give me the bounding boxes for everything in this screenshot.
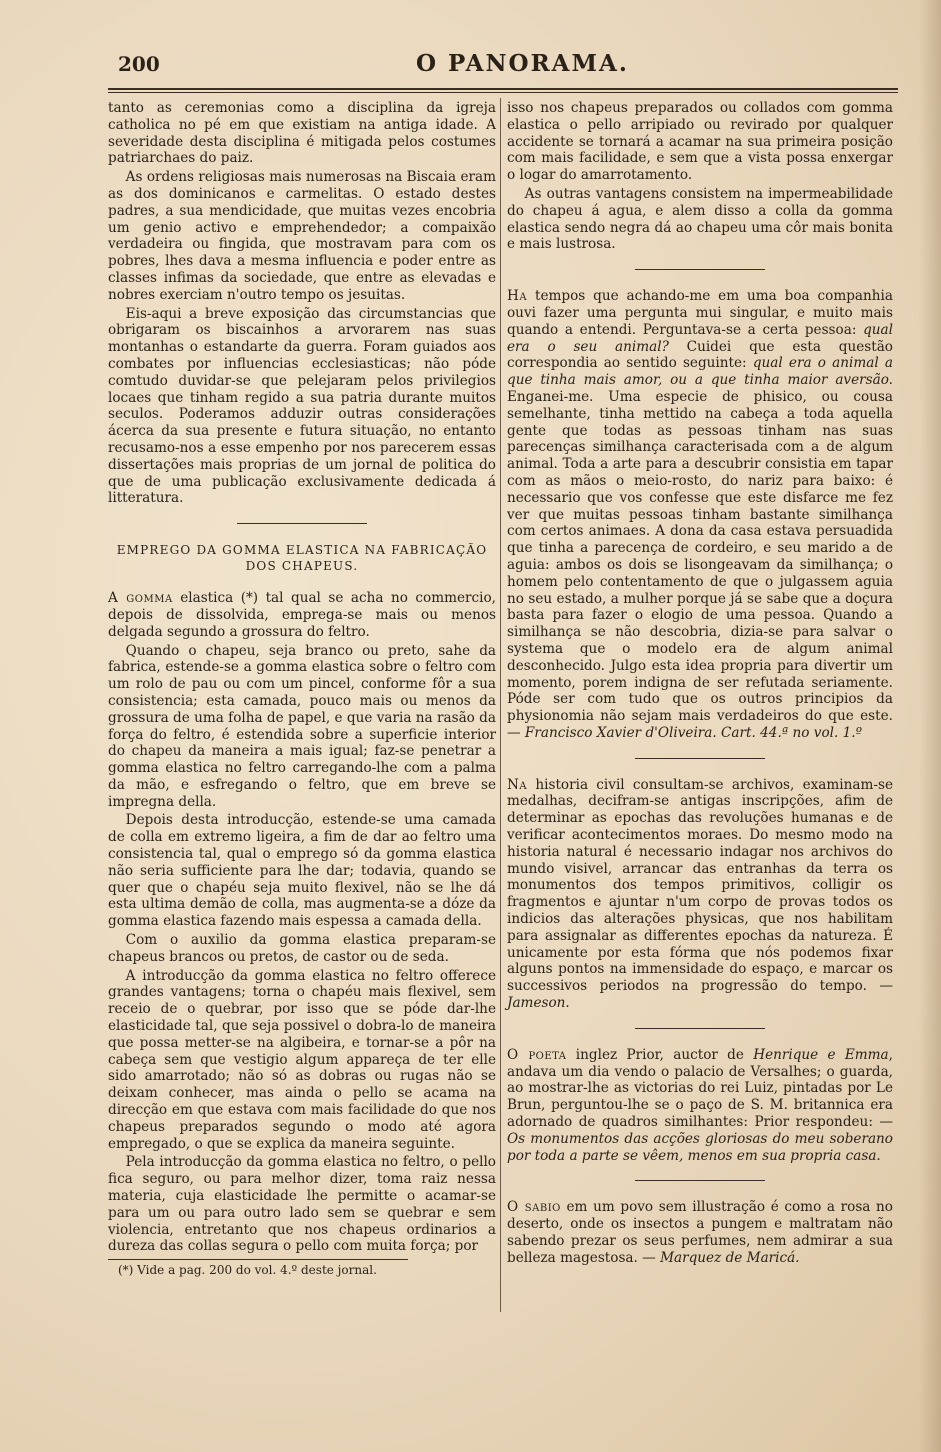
article-heading: EMPREGO DA GOMMA ELASTICA NA FABRICAÇÃO DOS CHAPEUS. <box>116 543 488 574</box>
paragraph-text: elastica (*) tal qual se acha no commercio, depois de dissolvida, emprega-se mais ou menos delgada segundo a grossura do feltro. <box>108 590 496 640</box>
lead-words: Ha <box>507 288 528 305</box>
lead-words: Na <box>507 776 528 793</box>
paragraph: Eis-aqui a breve exposição das circumstancias que obrigaram os biscainhos a arvorarem nas suas montanhas o estandarte da guerra. Foram guiados aos combates por influencias ecclesiasticas; não póde comtudo duvidar-se que pelejaram pelos privilegios locaes que tinham regido a sua patria durante muitos seculos. Poderamos adduzir outras considerações ácerca da sua presente e futura situação, no entanto recusamo-nos a esse empenho por nos parecerem essas dissertações mais proprias de um jornal de politica do que de uma publicação exclusivamente dedicada á litteratura. <box>108 305 496 507</box>
left-column <box>108 100 496 1279</box>
section-separator <box>237 523 367 524</box>
paragraph-text: tempos que achando-me em uma boa companhia ouvi fazer uma pergunta mui singular, e muito mais quando a entendi. Perguntava-se a certa pessoa: <box>507 288 893 338</box>
paragraph: Pela introducção da gomma elastica no feltro, o pello fica seguro, ou para melhor dizer, toma raiz nessa materia, cuja elasticidade lhe permitte o acamar-se para um ou para outro lado sem se quebrar e sem violencia, entretanto que nos chapeus ordinarios a dureza das collas segura o pello com muita força; por <box>108 1154 496 1255</box>
attribution: Francisco Xavier d'Oliveira. Cart. 44.ª no vol. 1.º <box>524 724 863 741</box>
paragraph <box>108 590 496 640</box>
paragraph: tanto as ceremonias como a disciplina da igreja catholica no pé em que existiam na antiga idade. A severidade desta disciplina é mitigada pelos costumes patriarchaes do paiz. <box>108 100 496 167</box>
italic-text: qual era o seu animal? <box>507 321 893 355</box>
section-separator <box>635 1180 765 1181</box>
paragraph-text: , andava um dia vendo o palacio de Versalhes; o guarda, ao mostrar-lhe as victorias do rei Luiz, pintadas por Le Brun, perguntou-lhe se o paço de S. M. britannica era adornado de quadros similhantes: Prior respondeu: — <box>507 1046 893 1131</box>
bleed-through-text <box>925 42 939 82</box>
page-edge-shadow <box>919 0 941 1452</box>
italic-text: qual era o animal a que tinha mais amor, ou a que tinha maior aversão. <box>507 355 893 389</box>
page-number: 200 <box>118 52 160 76</box>
paragraph-text: Enganei-me. Uma especie de phisico, ou cousa semelhante, tinha mettido na cabeça a toda aquella gente que todas as pessoas tinham nas suas parecenças similhança caracterisada com a de algum animal. Toda a arte para a descubrir consistia em tapar com as mãos o meio-rosto, do nariz para baixo: é necessario que vos confesse que este disfarce me fez ver que muitas pessoas tinham bastante similhança com certos animaes. A dona da casa estava persuadida que tinha a parecença de cordeiro, e seu marido a de aguia: ambos os dois se lisongeavam da similhança; o homem pelo contentamento de que o julgassem aguia no seu estado, a mulher porque já se sabe que a doçura basta para fazer o elogio de uma pessoa. Quando a similhança se não descobria, dizia-se para salvar o systema que o modelo era de algum animal desconhecido. Julgo esta idea propria para divertir um momento, porem indigna de ser refutada seriamente. Póde ser com tudo que os outros principios da physionomia não sejam mais verdadeiros do que este. — <box>507 388 893 741</box>
paragraph: Com o auxilio da gomma elastica preparam-se chapeus brancos ou pretos, de castor ou de seda. <box>108 932 496 965</box>
italic-text: Henrique e Emma <box>753 1046 889 1063</box>
section-separator <box>635 758 765 759</box>
paragraph-text: inglez Prior, auctor de <box>566 1046 754 1063</box>
footnote: (*) Vide a pag. 200 do vol. 4.º deste jornal. <box>108 1259 408 1279</box>
page-header <box>108 50 898 90</box>
header-rule <box>108 88 898 90</box>
note-history <box>507 777 893 1012</box>
section-separator <box>635 1028 765 1029</box>
right-column <box>507 100 893 1269</box>
anecdote-prior <box>507 1047 893 1165</box>
paragraph-text: historia civil consultam-se archivos, examinam-se medalhas, decifram-se antigas inscripções, afim de determinar as epochas das revoluções humanas e de verificar acontecimentos moraes. Do mesmo modo na historia natural é necessario indagar nos archivos do mundo visivel, arrancar das entranhas da terra os monumentos dos tempos primitivos, colligir os fragmentos e ajuntar n'um corpo de provas todos os indicios das alterações physicas, que nos habilitam para assignalar as differentes epochas da natureza. É unicamente por esta fórma que nós podemos fixar alguns pontos na immensidade do espaço, e marcar os successivos periodos na progressão do tempo. — <box>507 776 893 995</box>
paragraph-text: Cuidei que esta questão correspondia ao sentido seguinte: <box>507 338 893 372</box>
anecdote-animal <box>507 288 893 742</box>
lead-words: A gomma <box>108 590 173 607</box>
maxim <box>507 1199 893 1266</box>
journal-title: O PANORAMA. <box>416 50 629 77</box>
italic-text: Os monumentos das acções gloriosas do meu soberano por toda a parte se vêem, menos em sua propria casa. <box>507 1130 893 1164</box>
paragraph: Quando o chapeu, seja branco ou preto, sahe da fabrica, estende-se a gomma elastica sobre o feltro com um rolo de pau ou com um pincel, conforme fôr a sua consistencia; esta camada, pouco mais ou menos da grossura de uma folha de papel, e que varia na rasão da força do feltro, é estendida sobre a superficie interior do chapeu da maneira a mais igual; faz-se penetrar a gomma elastica no feltro carregando-lhe com a palma da mão, e esfregando o feltro, que em breve se impregna della. <box>108 642 496 810</box>
paragraph: isso nos chapeus preparados ou collados com gomma elastica o pello arripiado ou revirado por qualquer accidente se tornará a acamar na sua primeira posição com mais facilidade, e sem que a vista possa enxergar o logar do amarrotamento. <box>507 100 893 184</box>
paragraph: A introducção da gomma elastica no feltro offerece grandes vantagens; torna o chapéu mais flexivel, sem receio de o quebrar, por isso que se póde dar-lhe elasticidade tal, que seja possivel o dobra-lo de maneira que possa metter-se na algibeira, e tornar-se a pôr na cabeça sem que vestigio algum appareça de ter elle sido amarrotado; não só as dobras ou rugas não se deixam conhecer, mas ainda o pello se acama na direcção em que estava com mais facilidade do que nos chapeus preparados segundo o modo até agora empregado, o que se explica da maneira seguinte. <box>108 967 496 1152</box>
paragraph-text: em um povo sem illustração é como a rosa no deserto, onde os insectos a pungem e maltratam não sabendo prezar os seus perfumes, nem admirar a sua belleza magestosa. — <box>507 1199 893 1266</box>
attribution: Jameson. <box>507 995 570 1012</box>
paragraph: As ordens religiosas mais numerosas na Biscaia eram as dos dominicanos e carmelitas. O estado destes padres, a sua mendicidade, que muitas vezes encobria um genio activo e emprehendedor; a compaixão verdadeira ou fingida, que mostravam para com os pobres, lhes dava a mesma influencia e poder entre as classes infimas da sociedade, que entre as elevadas e nobres exerciam n'outro tempo os jesuitas. <box>108 169 496 303</box>
lead-words: O sabio <box>507 1199 561 1216</box>
header-rule-thin <box>108 92 898 93</box>
paragraph: As outras vantagens consistem na impermeabilidade do chapeu á agua, e alem disso a colla da gomma elastica sendo negra dá ao chapeu uma côr mais bonita e mais lustrosa. <box>507 185 893 253</box>
section-separator <box>635 269 765 270</box>
lead-words: O poeta <box>507 1046 567 1063</box>
column-divider <box>500 98 501 1312</box>
attribution: Marquez de Maricá. <box>660 1249 800 1266</box>
paragraph: Depois desta introducção, estende-se uma camada de colla em extremo ligeira, a fim de dar ao feltro uma consistencia tal, qual o emprego só da gomma elastica não seria sufficiente para lhe dar; todavia, quando se quer que o chapéu seja muito flexivel, não se lhe dá esta ultima demão de colla, mas augmenta-se a dóze da gomma elastica fazendo mais espessa a camada della. <box>108 812 496 930</box>
